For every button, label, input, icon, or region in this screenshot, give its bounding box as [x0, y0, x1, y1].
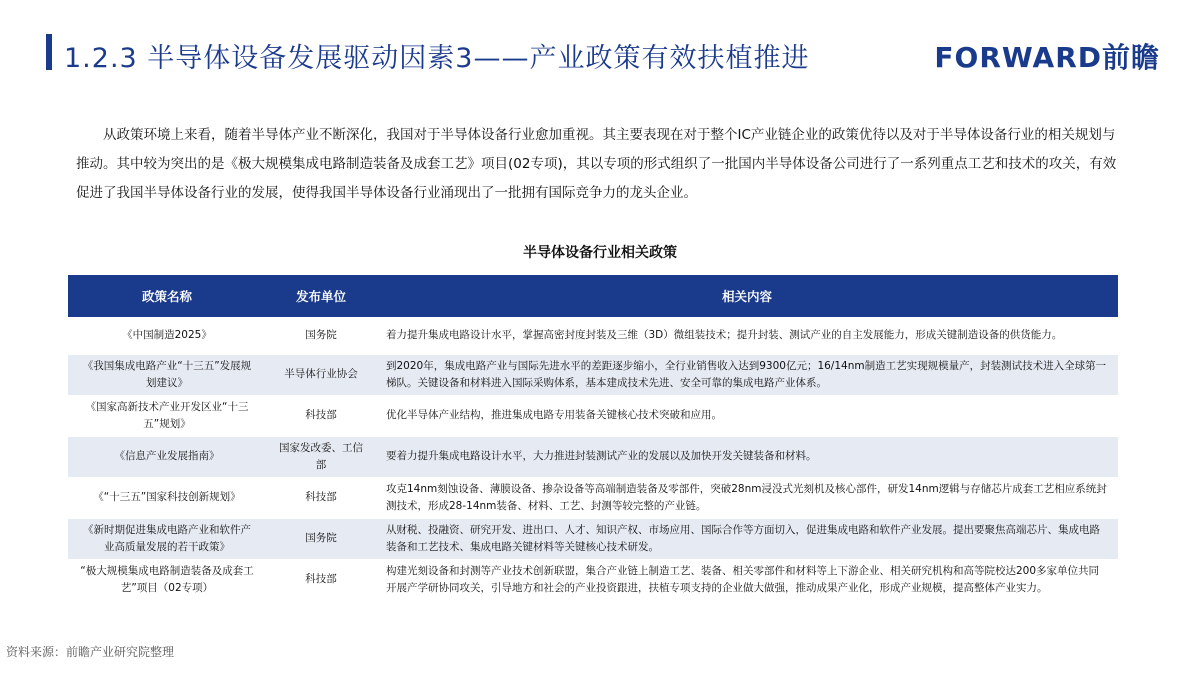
policy-name: 《中国制造2025》 — [68, 317, 266, 354]
table-row — [68, 354, 1118, 395]
policy-name: 《“十三五”国家科技创新规划》 — [68, 477, 266, 518]
header-policy-name: 政策名称 — [68, 275, 266, 317]
policy-content: 着力提升集成电路设计水平，掌握高密封度封装及三维（3D）微组装技术；提升封装、测试产业的自主发展能力，形成关键制造设备的供货能力。 — [376, 317, 1118, 354]
policy-content: 攻克14nm刻蚀设备、薄膜设备、掺杂设备等高端制造装备及零部件，突破28nm浸没式光刻机及核心部件，研发14nm逻辑与存储芯片成套工艺相应系统封测技术，形成28-14nm装备、材料、工艺、封测等较完整的产业链。 — [376, 477, 1118, 518]
table-row — [68, 317, 1118, 354]
policy-issuer: 国家发改委、工信部 — [266, 436, 376, 477]
policy-name: 《信息产业发展指南》 — [68, 436, 266, 477]
forward-logo: FORWARD前瞻 — [934, 41, 1160, 74]
policy-name: 《新时期促进集成电路产业和软件产业高质量发展的若干政策》 — [68, 518, 266, 559]
policy-content: 到2020年，集成电路产业与国际先进水平的差距逐步缩小，全行业销售收入达到9300亿元；16/14nm制造工艺实现规模量产，封装测试技术进入全球第一梯队。关键设备和材料进入国际采购体系，基本建成技术先进、安全可靠的集成电路产业体系。 — [376, 354, 1118, 395]
source-note: 资料来源：前瞻产业研究院整理 — [6, 645, 175, 659]
header-content: 相关内容 — [376, 275, 1118, 317]
policy-issuer: 科技部 — [266, 559, 376, 600]
page-title: 1.2.3 半导体设备发展驱动因素3——产业政策有效扶植推进 — [64, 43, 810, 74]
table-header-row — [68, 275, 1118, 317]
policy-name: 《我国集成电路产业“十三五”发展规划建议》 — [68, 354, 266, 395]
title-accent-bar — [46, 34, 52, 70]
policy-content: 要着力提升集成电路设计水平，大力推进封装测试产业的发展以及加快开发关键装备和材料。 — [376, 436, 1118, 477]
policy-issuer: 科技部 — [266, 477, 376, 518]
policy-issuer: 半导体行业协会 — [266, 354, 376, 395]
policy-name: “极大规模集成电路制造装备及成套工艺”项目（02专项） — [68, 559, 266, 600]
policy-content: 优化半导体产业结构，推进集成电路专用装备关键核心技术突破和应用。 — [376, 395, 1118, 436]
policy-issuer: 国务院 — [266, 317, 376, 354]
policy-content: 构建光刻设备和封测等产业技术创新联盟，集合产业链上制造工艺、装备、相关零部件和材料等上下游企业、相关研究机构和高等院校达200多家单位共同开展产学研协同攻关，引导地方和社会的产业投资跟进，扶植专项支持的企业做大做强，推动成果产业化，形成产业规模，提高整体产业实力。 — [376, 559, 1118, 600]
policy-name: 《国家高新技术产业开发区业“十三五”规划》 — [68, 395, 266, 436]
intro-paragraph: 从政策环境上来看，随着半导体产业不断深化，我国对于半导体设备行业愈加重视。其主要表现在对于整个IC产业链企业的政策优待以及对于半导体设备行业的相关规划与推动。其中较为突出的是《极大规模集成电路制造装备及成套工艺》项目(02专项)，其以专项的形式组织了一批国内半导体设备公司进行了一系列重点工艺和技术的攻关，有效促进了我国半导体设备行业的发展，使得我国半导体设备行业涌现出了一批拥有国际竞争力的龙头企业。 — [76, 127, 1117, 201]
policy-issuer: 国务院 — [266, 518, 376, 559]
table-row — [68, 395, 1118, 436]
policy-table — [68, 275, 1118, 601]
table-title: 半导体设备行业相关政策 — [523, 245, 677, 261]
table-row — [68, 436, 1118, 477]
table-row — [68, 559, 1118, 600]
table-row — [68, 518, 1118, 559]
table-row — [68, 477, 1118, 518]
policy-content: 从财税、投融资、研究开发、进出口、人才、知识产权、市场应用、国际合作等方面切入，促进集成电路和软件产业发展。提出要聚焦高端芯片、集成电路装备和工艺技术、集成电路关键材料等关键核心技术研发。 — [376, 518, 1118, 559]
header-issuer: 发布单位 — [266, 275, 376, 317]
policy-issuer: 科技部 — [266, 395, 376, 436]
